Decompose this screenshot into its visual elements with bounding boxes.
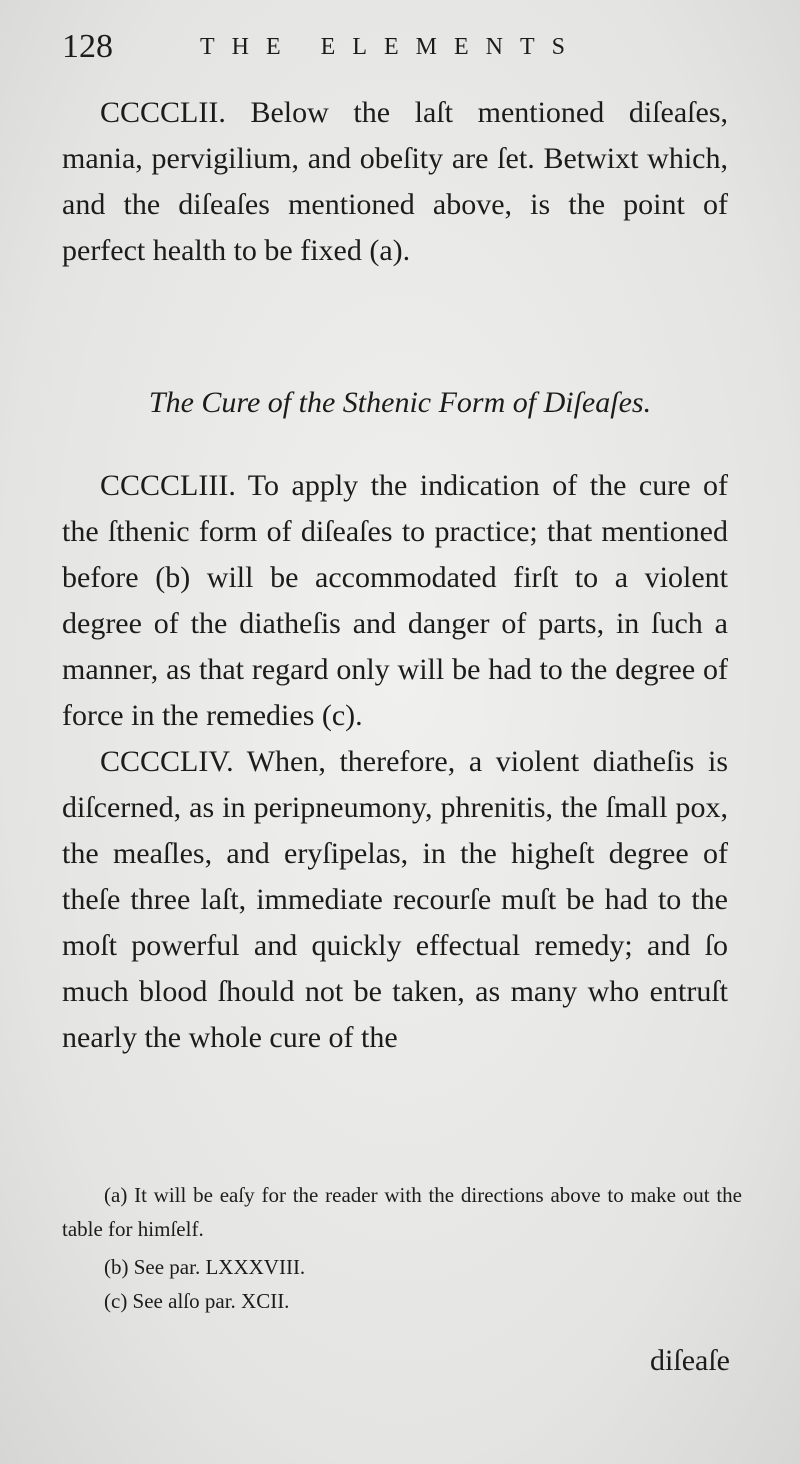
text-block-main xyxy=(62,463,728,1061)
paragraph-cccCliv: CCCCLIV. When, therefore, a violent diatheſis is diſcerned, as in peripneumony, phrenitis, the ſmall pox, the meaſles, and eryſipelas, in the higheſt degree of theſe three laſt, immediate recourſe muſt be had to the moſt powerful and quickly effectual remedy; and ſo much blood ſhould not be taken, as many who entruſt nearly the whole cure of the xyxy=(62,745,728,1054)
text-block-top xyxy=(62,90,728,274)
catchword: diſeaſe xyxy=(650,1344,730,1377)
paragraph-ccccliI: CCCCLII. Below the laſt mentioned diſeaſes, mania, pervigilium, and obeſity are ſet. Betwixt which, and the diſeaſes mentioned above, is the point of perfect health to be fixed (a). xyxy=(62,96,728,267)
page-number: 128 xyxy=(62,28,113,65)
footnote-a: (a) It will be eaſy for the reader with the directions above to make out the table for himſelf. xyxy=(62,1183,742,1241)
footnote-b: (b) See par. LXXXVIII. xyxy=(104,1255,306,1279)
footnotes xyxy=(62,1178,742,1318)
running-head xyxy=(62,28,738,72)
section-heading: The Cure of the Sthenic Form of Diſeaſes. xyxy=(148,386,652,419)
paragraph-cccCliii: CCCCLIII. To apply the indication of the cure of the ſthenic form of diſeaſes to practice; that mentioned before (b) will be accommodated firſt to a violent degree of the diatheſis and danger of parts, in ſuch a manner, as that regard only will be had to the degree of force in the remedies (c). xyxy=(62,469,728,732)
running-title: THE ELEMENTS xyxy=(200,34,582,60)
footnote-c: (c) See alſo par. XCII. xyxy=(104,1289,290,1313)
